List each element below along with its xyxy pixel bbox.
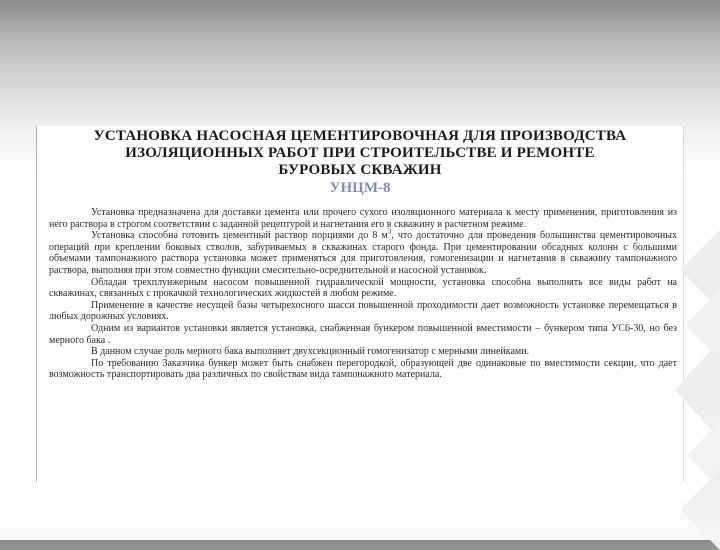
paragraph: По требованию Заказчика бункер может быть снабжен перегородкой, образующей две одинаковые по вместимости секции, что дает возможность транспортировать два различных по свойствам вида тампонажного материала. <box>49 357 677 381</box>
paragraph-text: Установка способна готовить цементный раствор порциями до 8 м <box>91 230 388 242</box>
title-line-1: УСТАНОВКА НАСОСНАЯ ЦЕМЕНТИРОВОЧНАЯ ДЛЯ ПРОИЗВОДСТВА <box>93 128 627 144</box>
paragraph-text: , что достаточно для проведения большинства цементировочных операций при креплении боковых стволов, забуриваемых в скважинах старого фонда. При цементировании обсадных колонн с большими объемами тампонажного раствора установка может применяться для приготовления, гомогенизации и нагнетания в скважину тампонажного раствора, выполняя при этом совместно функции смесительно-осреднительной и насосной установок. <box>49 230 678 276</box>
scanned-document <box>36 126 684 482</box>
paragraph: Одним из вариантов установки является установка, снабженная бункером повышенной вместимости – бункером типа УС6-30, но без мерного бака . <box>49 322 677 346</box>
paragraph: Обладая трехплунжерным насосом повышенной гидравлической мощности, установка способна выполнять все виды работ на скважинах, связанных с прокачкой технологических жидкостей в любом режиме. <box>49 276 677 300</box>
paragraph: В данном случае роль мерного бака выполняет двухсекционный гомогенизатор с мерными линейками. <box>91 346 530 358</box>
paragraph <box>49 227 678 276</box>
document-body <box>49 207 677 381</box>
title-line-3: БУРОВЫХ СКВАЖИН <box>278 162 442 178</box>
superscript: 3 <box>387 227 392 236</box>
document-title <box>37 128 683 179</box>
bottom-fade <box>0 500 720 540</box>
model-name: УНЦМ-8 <box>329 180 391 196</box>
paragraph: Установка предназначена для доставки цемента или прочего сухого изоляционного материала к месту применения, приготовления из него раствора в строгом соответствии с заданной рецептурой и нагнетания его в скважину в расчетном режиме. <box>49 207 677 230</box>
title-line-2: ИЗОЛЯЦИОННЫХ РАБОТ ПРИ СТРОИТЕЛЬСТВЕ И РЕМОНТЕ <box>125 145 595 161</box>
chevron-shape <box>675 340 720 440</box>
paragraph: Применение в качестве несущей базы четырехосного шасси повышенной проходимости дает возможность установке перемещаться в любых дорожных условиях. <box>49 299 677 323</box>
